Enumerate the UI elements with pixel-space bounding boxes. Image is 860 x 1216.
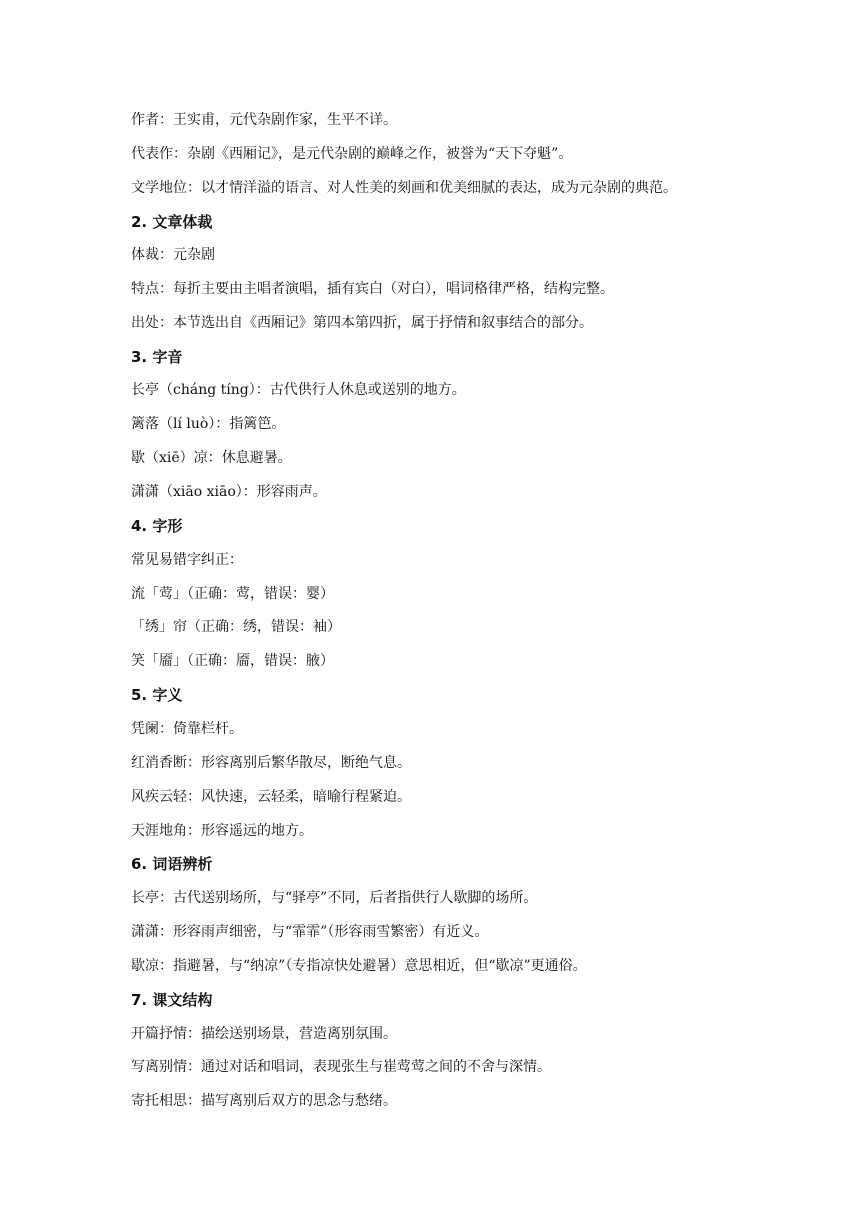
pronunciation-item: 长亭（cháng tíng）：古代供行人休息或送别的地方。 [131,382,466,398]
structure-item: 开篇抒情：描绘送别场景，营造离别氛围。 [131,1026,397,1042]
structure-item: 写离别情：通过对话和唱词，表现张生与崔莺莺之间的不舍与深情。 [131,1059,551,1075]
features-line: 特点：每折主要由主唱者演唱，插有宾白（对白），唱词格律严格，结构完整。 [131,281,614,297]
literary-status-line: 文学地位：以才情洋溢的语言、对人性美的刻画和优美细腻的表达，成为元杂剧的典范。 [131,180,677,196]
meaning-item: 红消香断：形容离别后繁华散尽，断绝气息。 [131,755,411,771]
character-form-item: 笑「靥」（正确：靥，错误：腋） [131,653,334,669]
section-heading-character-form: 4. 字形 [131,517,183,535]
structure-item: 寄托相思：描写离别后双方的思念与愁绪。 [131,1093,397,1109]
character-form-intro: 常见易错字纠正： [131,552,243,568]
author-line: 作者：王实甫，元代杂剧作家，生平不详。 [131,112,397,128]
section-heading-meaning: 5. 字义 [131,686,183,704]
pronunciation-item: 歇（xiē）凉：休息避暑。 [131,450,292,466]
pronunciation-item: 潇潇（xiāo xiāo）：形容雨声。 [131,484,327,500]
representative-work-line: 代表作：杂剧《西厢记》，是元代杂剧的巅峰之作，被誉为“天下夺魁”。 [131,146,573,162]
meaning-item: 风疾云轻：风快速，云轻柔，暗喻行程紧迫。 [131,789,411,805]
character-form-item: 「绣」帘（正确：绣，错误：袖） [131,619,341,635]
source-line: 出处：本节选出自《西厢记》第四本第四折，属于抒情和叙事结合的部分。 [131,315,593,331]
section-heading-genre: 2. 文章体裁 [131,213,213,231]
word-analysis-item: 长亭：古代送别场所，与“驿亭”不同，后者指供行人歇脚的场所。 [131,890,538,906]
meaning-item: 凭阑：倚靠栏杆。 [131,721,243,737]
word-analysis-item: 歇凉：指避暑，与“纳凉”（专指凉快处避暑）意思相近，但“歇凉”更通俗。 [131,958,587,974]
section-heading-word-analysis: 6. 词语辨析 [131,855,213,873]
section-heading-structure: 7. 课文结构 [131,991,213,1009]
pronunciation-item: 篱落（lí luò）：指篱笆。 [131,416,286,432]
meaning-item: 天涯地角：形容遥远的地方。 [131,823,313,839]
word-analysis-item: 潇潇：形容雨声细密，与“霏霏”（形容雨雪繁密）有近义。 [131,924,489,940]
character-form-item: 流「莺」（正确：莺，错误：婴） [131,586,334,602]
genre-line: 体裁：元杂剧 [131,247,215,263]
section-heading-pronunciation: 3. 字音 [131,348,183,366]
